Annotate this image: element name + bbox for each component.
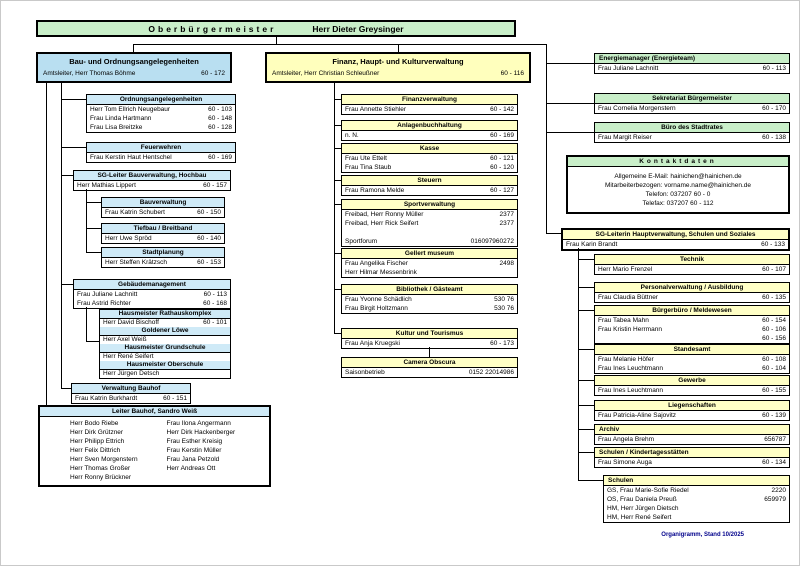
person-row — [74, 181, 230, 190]
person-name: Saisonbetrieb — [345, 369, 385, 376]
phone-number: 60 - 140 — [197, 235, 221, 242]
person-row — [74, 299, 230, 308]
schulen-kindertagesstaetten-header: Schulen / Kindertagesstätten — [595, 448, 789, 458]
sg-leiter-bauverwaltung-header: SG-Leiter Bauverwaltung, Hochbau — [74, 171, 230, 181]
person-row — [342, 219, 517, 228]
person-row — [595, 355, 789, 364]
phone-number: 2220 — [771, 487, 786, 494]
staff-column — [40, 419, 155, 482]
verwaltung-bauhof — [71, 383, 191, 404]
person-row — [604, 513, 789, 522]
dept-bau-und-ordnung-leader-row — [38, 69, 230, 81]
connector-line — [578, 287, 594, 288]
person-name: Freibad, Herr Ronny Müller — [345, 211, 424, 218]
gellert-museum — [341, 248, 518, 278]
connector-line — [61, 284, 73, 285]
dept-bau-und-ordnung-title: Bau- und Ordnungsangelegenheiten — [69, 57, 199, 66]
archiv-header: Archiv — [595, 425, 789, 435]
dept-finanz-haupt-kultur-leader: Amtsleiter, Herr Christian Schleußner — [272, 70, 380, 77]
person-name: Frau Ilona Angermann — [166, 420, 231, 427]
phone-number — [223, 370, 227, 378]
person-name: Frau Linda Hartmann — [90, 115, 152, 122]
person-row — [87, 123, 235, 132]
phone-number: 60 - 154 — [762, 317, 786, 324]
tiefbau-breitband — [101, 223, 225, 244]
connector-line — [61, 99, 86, 100]
finanzverwaltung-header: Finanzverwaltung — [342, 95, 517, 105]
sekretariat-buergermeister-header: Sekretariat Bürgermeister — [595, 94, 789, 104]
personalverwaltung-ausbildung — [594, 282, 790, 303]
phone-number: 60 - 150 — [197, 209, 221, 216]
phone-number: 60 - 142 — [490, 106, 514, 113]
person-name: Frau Lisa Breitzke — [90, 124, 143, 131]
person-name: Herr Mathias Lippert — [77, 182, 136, 189]
person-name: Frau Melanie Höfer — [598, 356, 654, 363]
personalverwaltung-ausbildung-header: Personalverwaltung / Ausbildung — [595, 283, 789, 293]
person-name: Frau Annette Stiehler — [345, 106, 407, 113]
person-name: Herr Hilmar Messenbrink — [345, 269, 417, 276]
person-name: Frau Ute Ettelt — [345, 155, 387, 162]
gewerbe-header: Gewerbe — [595, 376, 789, 386]
connector-line — [276, 37, 277, 44]
person-name: Frau Kerstin Müller — [166, 447, 222, 454]
sportverwaltung — [341, 199, 518, 247]
connector-line — [578, 349, 594, 350]
camera-obscura — [341, 357, 518, 378]
phone-number: 60 - 151 — [163, 395, 187, 402]
person-name: GS, Frau Marie-Sofie Riedel — [607, 487, 689, 494]
person-row — [102, 208, 224, 217]
connector-line — [334, 125, 341, 126]
camera-obscura-header: Camera Obscura — [342, 358, 517, 368]
person-name: Frau Patricia-Aline Sajovitz — [598, 412, 677, 419]
person-name: Herr Thomas Großer — [70, 465, 131, 472]
phone-number: 60 - 121 — [490, 155, 514, 162]
phone-number — [223, 336, 227, 344]
connector-line — [61, 147, 86, 148]
oberbuergermeister-name: Herr Dieter Greysinger — [312, 23, 404, 34]
leiter-bauhof-header: Leiter Bauhof, Sandro Weiß — [40, 407, 269, 417]
person-name: HM, Herr Jürgen Dietsch — [607, 505, 679, 512]
connector-line — [546, 103, 594, 104]
connector-line — [86, 252, 101, 253]
connector-line — [133, 44, 547, 45]
oberbuergermeister-title: Oberbürgermeister — [148, 23, 277, 34]
kasse-header: Kasse — [342, 144, 517, 154]
phone-number: 60 - 170 — [762, 105, 786, 112]
standesamt-header: Standesamt — [595, 345, 789, 355]
connector-line — [334, 204, 341, 205]
connector-line — [578, 380, 594, 381]
phone-number: 60 - 148 — [208, 115, 232, 122]
dept-finanz-haupt-kultur-phone: 60 - 116 — [500, 70, 524, 77]
tiefbau-breitband-header: Tiefbau / Breitband — [102, 224, 224, 234]
connector-line — [578, 248, 579, 480]
person-name: Frau Anja Kruegski — [345, 340, 400, 347]
schulen-header: Schulen — [604, 476, 789, 486]
person-row — [595, 104, 789, 113]
person-row — [100, 319, 230, 327]
connector-line — [46, 83, 47, 405]
connector-line — [429, 347, 430, 357]
phone-number: 60 - 139 — [762, 412, 786, 419]
phone-number: 60 - 127 — [490, 187, 514, 194]
anlagenbuchhaltung-header: Anlagenbuchhaltung — [342, 121, 517, 131]
phone-number: 60 - 134 — [762, 459, 786, 466]
dept-finanz-haupt-kultur — [265, 52, 531, 83]
person-name: Frau Simone Auga — [598, 459, 652, 466]
phone-number: 016097960272 — [470, 238, 514, 245]
person-row — [342, 295, 517, 304]
person-row — [342, 304, 517, 313]
person-name: Herr Dirk Hackenberger — [166, 429, 236, 436]
person-row — [102, 234, 224, 243]
ordnungsangelegenheiten-header: Ordnungsangelegenheiten — [87, 95, 235, 105]
person-name: Herr Bodo Riebe — [70, 420, 119, 427]
phone-number: 60 - 104 — [762, 365, 786, 372]
person-row — [342, 105, 517, 114]
phone-number — [782, 513, 786, 522]
phone-number: 60 - 153 — [197, 259, 221, 266]
person-name: Frau Esther Kreisig — [166, 438, 223, 445]
person-name: Herr Tom Ellrich Neugebaur — [90, 106, 171, 113]
person-row — [72, 394, 190, 403]
connector-line — [578, 452, 594, 453]
phone-number: 60 - 113 — [203, 291, 227, 298]
person-name: Freibad, Herr Rick Seifert — [345, 220, 419, 227]
person-name: Herr Ronny Brückner — [70, 474, 132, 481]
leiter-bauhof — [38, 405, 271, 487]
connector-line — [334, 83, 335, 333]
phone-number — [782, 504, 786, 513]
info-line: Telefon: 037207 60 - 0 — [645, 191, 711, 198]
connector-line — [578, 480, 603, 481]
person-row — [102, 258, 224, 267]
person-name: Herr Steffen Krätzsch — [105, 259, 168, 266]
info-line: Telefax: 037207 60 - 112 — [642, 200, 714, 207]
phone-number: 656787 — [764, 436, 786, 443]
connector-line — [133, 44, 134, 52]
person-row — [100, 370, 230, 378]
person-name: Frau Kerstin Haut Hentschel — [90, 154, 172, 161]
connector-line — [546, 233, 561, 234]
person-name: Herr Uwe Spröd — [105, 235, 152, 242]
staff-columns — [40, 417, 269, 485]
schulen — [603, 475, 790, 523]
person-name: Frau Juliane Lachnitt — [77, 291, 138, 298]
person-row — [595, 133, 789, 142]
bibliothek-gaesteamt — [341, 284, 518, 314]
connector-line — [398, 44, 399, 52]
info-line: Mitarbeiterbezogen: vorname.name@hainichen.de — [604, 182, 752, 189]
connector-line — [334, 180, 341, 181]
info-line: Allgemeine E-Mail: hainichen@hainichen.de — [614, 173, 742, 180]
person-name: Frau Claudia Büttner — [598, 294, 658, 301]
standesamt — [594, 344, 790, 374]
person-name: Herr Sven Morgenstern — [70, 456, 138, 463]
technik-header: Technik — [595, 255, 789, 265]
person-name: OS, Frau Daniela Preuß — [607, 496, 677, 503]
connector-line — [61, 83, 62, 388]
kontaktdaten-header: Kontaktdaten — [568, 157, 788, 167]
stadtplanung — [101, 247, 225, 268]
person-row — [342, 228, 517, 237]
person-name: Frau Kristin Herrmann — [598, 326, 662, 333]
phone-number: 60 - 173 — [490, 340, 514, 347]
person-name: Herr David Bischoff — [103, 319, 159, 326]
phone-number: 530 76 — [494, 296, 514, 303]
steuern — [341, 175, 518, 196]
person-name: Frau Jana Petzold — [166, 456, 220, 463]
person-name: n. N. — [345, 132, 359, 139]
stadtplanung-header: Stadtplanung — [102, 248, 224, 258]
person-row — [595, 325, 789, 334]
schulen-kindertagesstaetten — [594, 447, 790, 468]
kontaktdaten — [566, 155, 790, 214]
person-row — [87, 153, 235, 162]
buero-des-stadtrates-header: Büro des Stadtrates — [595, 123, 789, 133]
anlagenbuchhaltung — [341, 120, 518, 141]
buergerbuero-meldewesen — [594, 305, 790, 344]
phone-number: 60 - 168 — [203, 300, 227, 307]
person-row — [87, 105, 235, 114]
sg-leiterin-hauptverwaltung — [561, 228, 790, 251]
buero-des-stadtrates — [594, 122, 790, 143]
dept-bau-und-ordnung-leader: Amtsleiter, Herr Thomas Böhme — [43, 70, 136, 77]
person-row — [74, 290, 230, 299]
phone-number — [510, 228, 514, 237]
sekretariat-buergermeister — [594, 93, 790, 114]
sg-leiterin-hauptverwaltung-header: SG-Leiterin Hauptverwaltung, Schulen und Soziales — [563, 230, 788, 240]
person-name: Frau Tabea Mahn — [598, 317, 649, 324]
person-row — [100, 353, 230, 361]
person-name: Frau Karin Brandt — [566, 241, 618, 248]
hausmeister-gruppe-header: Goldener Löwe — [100, 327, 230, 336]
dept-finanz-haupt-kultur-title: Finanz, Haupt- und Kulturverwaltung — [332, 57, 464, 66]
sportverwaltung-header: Sportverwaltung — [342, 200, 517, 210]
person-name: Herr Felix Dittrich — [70, 447, 121, 454]
hausmeister-gruppe-header: Hausmeister Grundschule — [100, 344, 230, 353]
person-name: Frau Birgit Holtzmann — [345, 305, 408, 312]
staff-column — [155, 419, 270, 482]
phone-number: 60 - 138 — [762, 134, 786, 141]
phone-number: 60 - 155 — [762, 387, 786, 394]
phone-number: 0152 22014986 — [468, 369, 514, 376]
connector-line — [578, 310, 594, 311]
bauverwaltung — [101, 197, 225, 218]
connector-line — [334, 289, 341, 290]
dept-finanz-haupt-kultur-leader-row — [267, 69, 529, 81]
person-row — [604, 486, 789, 495]
person-row — [595, 364, 789, 373]
phone-number — [223, 353, 227, 361]
phone-number: 60 - 133 — [761, 241, 785, 248]
person-row — [595, 435, 789, 444]
hausmeister-gruppe — [99, 309, 231, 379]
kasse — [341, 143, 518, 173]
person-name: Frau Ramona Melde — [345, 187, 405, 194]
person-row — [595, 458, 789, 467]
person-name: HM, Herr René Seifert — [607, 514, 672, 521]
ordnungsangelegenheiten — [86, 94, 236, 133]
feuerwehren-header: Feuerwehren — [87, 143, 235, 153]
person-name: Herr Jürgen Detsch — [103, 370, 160, 377]
hausmeister-gruppe-header: Hausmeister Rathauskomplex — [100, 310, 230, 319]
person-row — [595, 293, 789, 302]
person-name: Frau Juliane Lachnitt — [598, 65, 659, 72]
person-name: Frau Katrin Schubert — [105, 209, 165, 216]
connector-line — [334, 253, 341, 254]
connector-line — [86, 189, 87, 252]
connector-line — [61, 175, 73, 176]
connector-line — [334, 99, 341, 100]
phone-number: 2377 — [499, 220, 514, 227]
phone-number: 2377 — [499, 211, 514, 218]
person-name: Herr Philipp Ettrich — [70, 438, 125, 445]
phone-number: 60 - 108 — [762, 356, 786, 363]
person-row — [342, 237, 517, 246]
phone-number: 60 - 169 — [490, 132, 514, 139]
oberbuergermeister-box — [36, 20, 516, 37]
phone-number — [510, 268, 514, 277]
person-name: Herr Dirk Grützner — [70, 429, 124, 436]
person-name: Frau Ines Leuchtmann — [598, 365, 664, 372]
phone-number: 60 - 107 — [762, 266, 786, 273]
connector-line — [546, 132, 594, 133]
kontaktdaten-body — [568, 167, 788, 212]
phone-number: 60 - 120 — [490, 164, 514, 171]
phone-number: 60 - 101 — [203, 319, 227, 326]
phone-number: 60 - 106 — [762, 326, 786, 333]
person-row — [342, 186, 517, 195]
kultur-und-tourismus — [341, 328, 518, 349]
bauverwaltung-header: Bauverwaltung — [102, 198, 224, 208]
kultur-und-tourismus-header: Kultur und Tourismus — [342, 329, 517, 339]
connector-line — [86, 341, 99, 342]
person-row — [595, 411, 789, 420]
person-name: Frau Cornelia Morgenstern — [598, 105, 676, 112]
steuern-header: Steuern — [342, 176, 517, 186]
phone-number: 530 76 — [494, 305, 514, 312]
gellert-museum-header: Gellert museum — [342, 249, 517, 259]
technik — [594, 254, 790, 275]
person-name: Frau Angela Brehm — [598, 436, 655, 443]
person-name: Frau Ines Leuchtmann — [598, 387, 664, 394]
dept-bau-und-ordnung-phone: 60 - 172 — [201, 70, 225, 77]
person-name: Frau Margit Reiser — [598, 134, 652, 141]
person-row — [342, 210, 517, 219]
person-row — [595, 316, 789, 325]
energiemanager-header: Energiemanager (Energieteam) — [595, 54, 789, 64]
phone-number: 60 - 157 — [203, 182, 227, 189]
liegenschaften-header: Liegenschaften — [595, 401, 789, 411]
gewerbe — [594, 375, 790, 396]
gebaeudemanagement — [73, 279, 231, 309]
connector-line — [546, 44, 547, 233]
connector-line — [334, 333, 341, 334]
person-row — [595, 64, 789, 73]
feuerwehren — [86, 142, 236, 163]
person-row — [87, 114, 235, 123]
hausmeister-gruppe-header: Hausmeister Oberschule — [100, 361, 230, 370]
connector-line — [578, 405, 594, 406]
phone-number: 60 - 156 — [762, 335, 786, 342]
person-row — [342, 368, 517, 377]
person-name: Frau Astrid Richter — [77, 300, 131, 307]
connector-line — [546, 63, 594, 64]
person-name: Herr Axel Weiß — [103, 336, 147, 343]
connector-line — [86, 228, 101, 229]
person-row — [563, 240, 788, 249]
gebaeudemanagement-header: Gebäudemanagement — [74, 280, 230, 290]
person-name: Frau Yvonne Schädlich — [345, 296, 412, 303]
person-row — [342, 268, 517, 277]
liegenschaften — [594, 400, 790, 421]
connector-line — [86, 202, 101, 203]
phone-number: 2498 — [499, 260, 514, 267]
person-row — [595, 334, 789, 343]
phone-number: 60 - 128 — [208, 124, 232, 131]
person-name: Herr Mario Frenzel — [598, 266, 653, 273]
energiemanager — [594, 53, 790, 74]
person-name: Sportforum — [345, 238, 378, 245]
person-name: Frau Katrin Burkhardt — [75, 395, 138, 402]
person-row — [595, 265, 789, 274]
person-row — [342, 131, 517, 140]
person-name: Herr René Seifert — [103, 353, 154, 360]
footer-note: Organigramm, Stand 10/2025 — [661, 532, 744, 538]
connector-line — [578, 429, 594, 430]
person-row — [604, 504, 789, 513]
dept-bau-und-ordnung — [36, 52, 232, 83]
person-name: Frau Angelika Fischer — [345, 260, 408, 267]
connector-line — [334, 148, 341, 149]
buergerbuero-meldewesen-header: Bürgerbüro / Meldewesen — [595, 306, 789, 316]
connector-line — [86, 307, 87, 341]
phone-number: 60 - 103 — [208, 106, 232, 113]
archiv — [594, 424, 790, 445]
phone-number: 60 - 169 — [208, 154, 232, 161]
person-row — [595, 386, 789, 395]
person-name: Herr Andreas Ott — [166, 465, 216, 472]
phone-number: 60 - 135 — [762, 294, 786, 301]
bibliothek-gaesteamt-header: Bibliothek / Gästeamt — [342, 285, 517, 295]
sg-leiter-bauverwaltung — [73, 170, 231, 191]
person-row — [342, 259, 517, 268]
connector-line — [578, 259, 594, 260]
person-row — [604, 495, 789, 504]
person-row — [342, 163, 517, 172]
phone-number: 60 - 113 — [762, 65, 786, 72]
person-row — [342, 154, 517, 163]
connector-line — [61, 388, 71, 389]
person-row — [100, 336, 230, 344]
phone-number: 659979 — [764, 496, 786, 503]
verwaltung-bauhof-header: Verwaltung Bauhof — [72, 384, 190, 394]
finanzverwaltung — [341, 94, 518, 115]
person-name: Frau Tina Staub — [345, 164, 392, 171]
